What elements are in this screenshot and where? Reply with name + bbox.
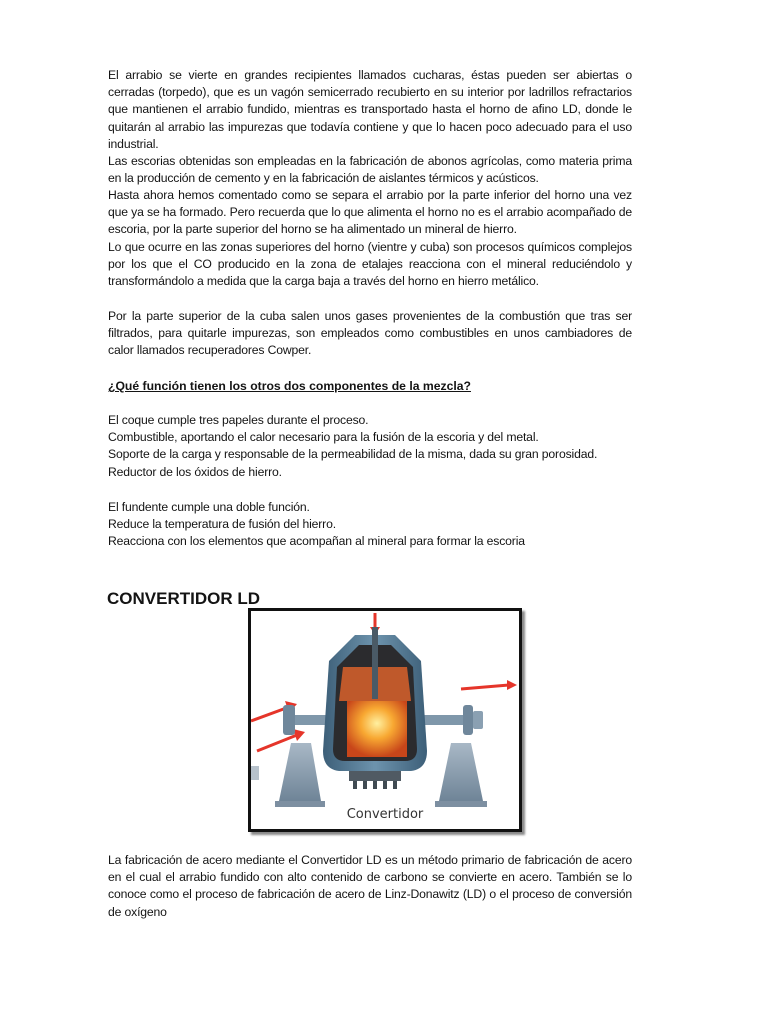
section-title: CONVERTIDOR LD xyxy=(107,589,260,608)
figure-caption: Convertidor xyxy=(346,807,424,822)
fundente-line: Reduce la temperatura de fusión del hierro. xyxy=(108,517,336,532)
bottom-nozzles xyxy=(349,771,401,789)
fundente-line: El fundente cumple una doble función. xyxy=(108,500,310,514)
fundente-list xyxy=(108,499,668,551)
convertidor-figure xyxy=(248,608,522,832)
left-edge-part xyxy=(251,766,259,780)
paragraph-escorias: Las escorias obtenidas son empleadas en la fabricación de abonos agrícolas, como materia prima en la producción de cemento y en la fabricación de aislantes térmicos y acústicos. xyxy=(108,154,632,186)
convertidor-diagram xyxy=(251,611,519,829)
coque-line: Soporte de la carga y responsable de la permeabilidad de la misma, dada su gran porosidad. xyxy=(108,447,598,462)
paragraph-zonas-superiores: Lo que ocurre en las zonas superiores del horno (vientre y cuba) son procesos químicos complejos por los que el CO producido en la zona de etalajes reacciona con el mineral reduciéndolo y transformándolo a medida que la carga baja a través del horno en hierro metálico. xyxy=(108,240,632,289)
paragraph-arrabio: El arrabio se vierte en grandes recipientes llamados cucharas, éstas pueden ser abiertas o cerradas (torpedo), que es un vagón semicerrado recubierto en su interior por ladrillos refractarios que mantienen el arrabio fundido, mientras es transportado hasta el horno de afino LD, donde le quitarán al arrabio las impurezas que todavía contiene y que lo hacen poco adecuado para el uso industrial. xyxy=(108,68,632,151)
coque-line: El coque cumple tres papeles durante el proceso. xyxy=(108,413,369,427)
question-heading: ¿Qué función tienen los otros dos componentes de la mezcla? xyxy=(108,379,471,393)
fundente-line: Reacciona con los elementos que acompañan al mineral para formar la escoria xyxy=(108,534,525,549)
coque-line: Reductor de los óxidos de hierro. xyxy=(108,464,282,479)
coque-line: Combustible, aportando el calor necesario para la fusión de la escoria y del metal. xyxy=(108,430,539,445)
oxygen-lance xyxy=(372,627,378,699)
coque-list xyxy=(108,412,668,481)
paragraph-convertidor: La fabricación de acero mediante el Convertidor LD es un método primario de fabricación de acero en el cual el arrabio fundido con alto contenido de carbono se convierte en acero. También se lo conoce como el proceso de fabricación de acero de Linz-Donawitz (LD) o el proceso de conversión de oxígeno xyxy=(108,853,632,919)
paragraph-gases: Por la parte superior de la cuba salen unos gases provenientes de la combustión que tras ser filtrados, para quitarle impurezas, son empleados como combustibles en unos cambiadores de calor llamados recuperadores Cowper. xyxy=(108,309,632,358)
paragraph-separacion: Hasta ahora hemos comentado como se separa el arrabio por la parte inferior del horno una vez que ya se ha formado. Pero recuerda que lo que alimenta el horno no es el arrabio acompañado de escoria, por la parte superior del horno se ha alimentado un mineral de hierro. xyxy=(108,188,632,237)
gas-outlet-arrow xyxy=(461,680,517,690)
